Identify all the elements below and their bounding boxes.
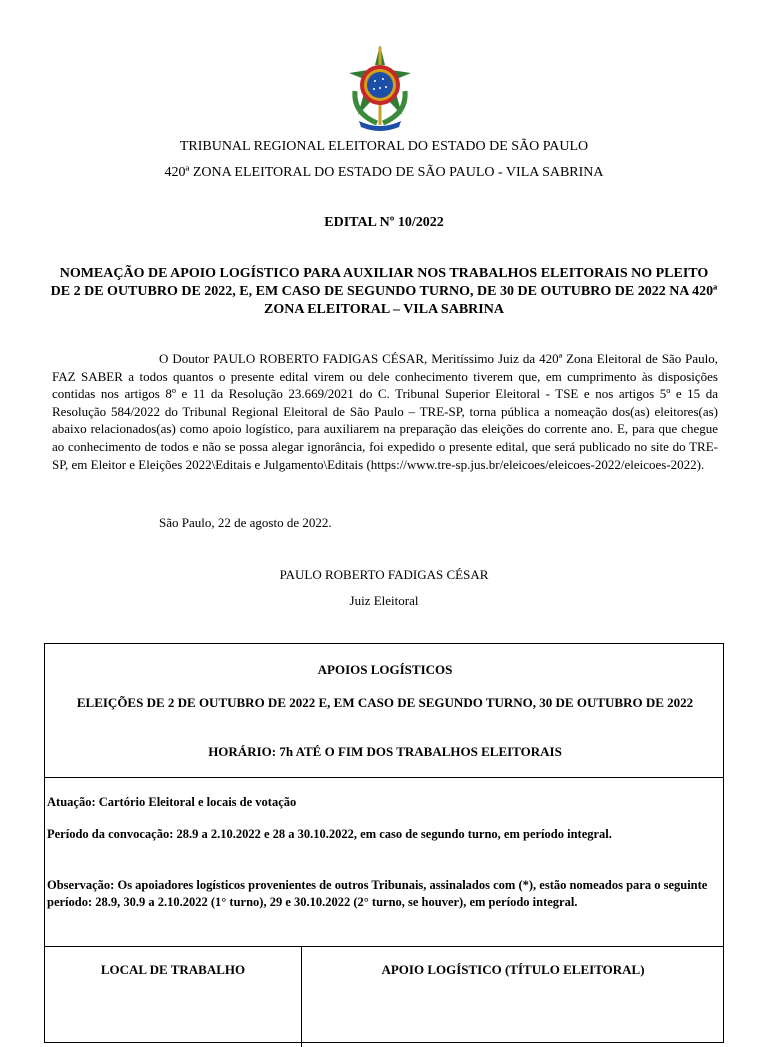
table-divider xyxy=(45,946,723,947)
date-line: São Paulo, 22 de agosto de 2022. xyxy=(159,515,332,530)
edital-number: EDITAL Nº 10/2022 xyxy=(324,215,444,230)
table-title: APOIOS LOGÍSTICOS xyxy=(317,662,453,677)
table-periodo: Período da convocação: 28.9 a 2.10.2022 e 28 a 30.10.2022, em caso de segundo turno, em período integral. xyxy=(47,827,612,841)
body-paragraph: O Doutor PAULO ROBERTO FADIGAS CÉSAR, Meritíssimo Juiz da 420ª Zona Eleitoral de São Paulo, FAZ SABER a todos quantos o presente edital virem ou dele conhecimento tiverem que, em cumprimento às disposições contidas nos artigos 8º e 11 da Resolução 23.669/2021 do C. Tribunal Superior Eleitoral - TSE e nos artigos 5º e 15 da Resolução 584/2022 do Tribunal Regional Eleitoral de São Paulo – TRE-SP, torna pública a nomeação dos(as) eleitores(as) abaixo relacionados(as) como apoio logístico, para auxiliarem na preparação das eleições do corrente ano. E, para que chegue ao conhecimento de todos e não se possa alegar ignorância, foi expedido o presente edital, que será publicado no site do TRE-SP, em Eleitor e Eleições 2022\Editais e Julgamento\Editais (https://www.tre-sp.jus.br/eleicoes/eleicoes-2022/eleicoes-2022). xyxy=(52,351,718,472)
table-observacao: Observação: Os apoiadores logísticos provenientes de outros Tribunais, assinalados com (*), estão nomeados para o seguinte período: 28.9, 30.9 a 2.10.2022 (1° turno), 29 e 30.10.2022 (2° turno, se houver), em período integral. xyxy=(47,878,708,909)
column-header-local: LOCAL DE TRABALHO xyxy=(100,962,246,977)
table-schedule: HORÁRIO: 7h ATÉ O FIM DOS TRABALHOS ELEITORAIS xyxy=(208,744,562,759)
logistics-table xyxy=(44,643,724,1043)
table-elections: ELEIÇÕES DE 2 DE OUTUBRO DE 2022 E, EM CASO DE SEGUNDO TURNO, 30 DE OUTUBRO DE 2022 xyxy=(76,695,694,710)
table-atuacao: Atuação: Cartório Eleitoral e locais de votação xyxy=(47,795,297,809)
court-name: TRIBUNAL REGIONAL ELEITORAL DO ESTADO DE SÃO PAULO xyxy=(179,139,589,154)
coat-of-arms-icon xyxy=(347,43,413,131)
table-divider xyxy=(45,777,723,778)
edital-subject: NOMEAÇÃO DE APOIO LOGÍSTICO PARA AUXILIAR NOS TRABALHOS ELEITORAIS NO PLEITO DE 2 DE OUTUBRO DE 2022, E, EM CASO DE SEGUNDO TURNO, DE 30 DE OUTUBRO DE 2022 NA 420ª ZONA ELEITORAL – VILA SABRINA xyxy=(50,266,718,317)
signer-role: Juiz Eleitoral xyxy=(349,593,419,608)
signer-name: PAULO ROBERTO FADIGAS CÉSAR xyxy=(279,567,489,582)
column-header-apoio: APOIO LOGÍSTICO (TÍTULO ELEITORAL) xyxy=(381,962,645,977)
electoral-zone: 420ª ZONA ELEITORAL DO ESTADO DE SÃO PAULO - VILA SABRINA xyxy=(164,165,604,180)
